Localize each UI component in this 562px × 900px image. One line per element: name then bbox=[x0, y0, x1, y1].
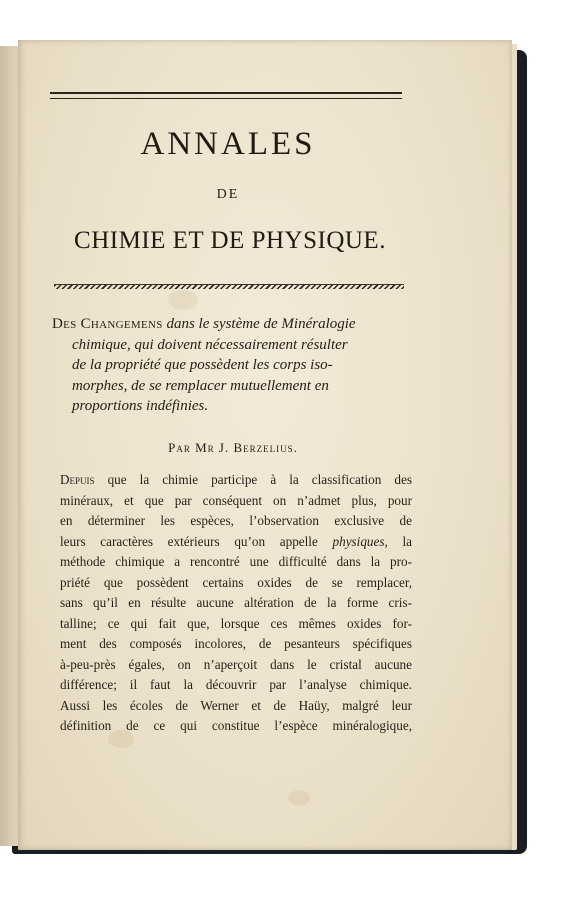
body-line: talline; ce qui fait que, lorsque ces mêmes oxides for- bbox=[60, 615, 412, 631]
body-lead-word: Depuis bbox=[60, 472, 95, 487]
journal-subtitle: CHIMIE ET DE PHYSIQUE. bbox=[74, 227, 386, 254]
body-line: ment des composés incolores, de pesanteurs spécifiques bbox=[60, 636, 412, 651]
article-title-lead: Des Changemens bbox=[52, 316, 163, 332]
article-title-line bbox=[52, 314, 412, 335]
body-line: minéraux, et que par conséquent on n’admet plus, pour bbox=[60, 492, 412, 508]
article-title-text: dans le système de Minéralogie bbox=[162, 316, 356, 332]
article-title-line: proportions indéfinies. bbox=[72, 398, 209, 414]
body-line-text: que la chimie participe à la classification des bbox=[94, 472, 412, 487]
article-title-line: morphes, de se remplacer mutuellement en bbox=[72, 377, 329, 394]
body-line: priété que possèdent certains oxides de se remplacer, bbox=[60, 574, 412, 590]
foxing-spot bbox=[288, 790, 310, 806]
author-byline: Par Mr J. Berzelius. bbox=[168, 440, 298, 455]
foxing-spot bbox=[168, 290, 198, 310]
journal-title: ANNALES bbox=[140, 126, 316, 162]
body-line: leurs caractères extérieurs qu’on appelle physiques, la bbox=[60, 533, 412, 549]
header-rule bbox=[50, 92, 402, 99]
body-line: Aussi les écoles de Werner et de Haüy, malgré leur bbox=[60, 697, 412, 713]
article-title-line: de la propriété que possèdent les corps iso- bbox=[72, 357, 333, 373]
ornamental-rule bbox=[54, 284, 404, 289]
book-page bbox=[18, 40, 512, 850]
body-line: définition de ce qui constitue l’espèce minéralogique, bbox=[60, 718, 412, 733]
article-title-line: chimique, qui doivent nécessairement résulter bbox=[72, 336, 348, 353]
emphasized-word: physiques bbox=[332, 533, 385, 549]
body-line bbox=[60, 470, 412, 491]
body-line: en déterminer les espèces, l’observation exclusive de bbox=[60, 513, 412, 528]
body-line: méthode chimique a rencontré une difficulté dans la pro- bbox=[60, 554, 412, 569]
body-line: à-peu-près égales, on n’aperçoit dans le cristal aucune bbox=[60, 656, 412, 672]
body-line: différence; il faut la découvrir par l’analyse chimique. bbox=[60, 677, 412, 692]
journal-title-connector: DE bbox=[216, 187, 240, 202]
article-title bbox=[52, 314, 412, 417]
body-line: sans qu’il en résulte aucune altération de la forme cris- bbox=[60, 595, 412, 610]
body-paragraph bbox=[60, 470, 412, 737]
